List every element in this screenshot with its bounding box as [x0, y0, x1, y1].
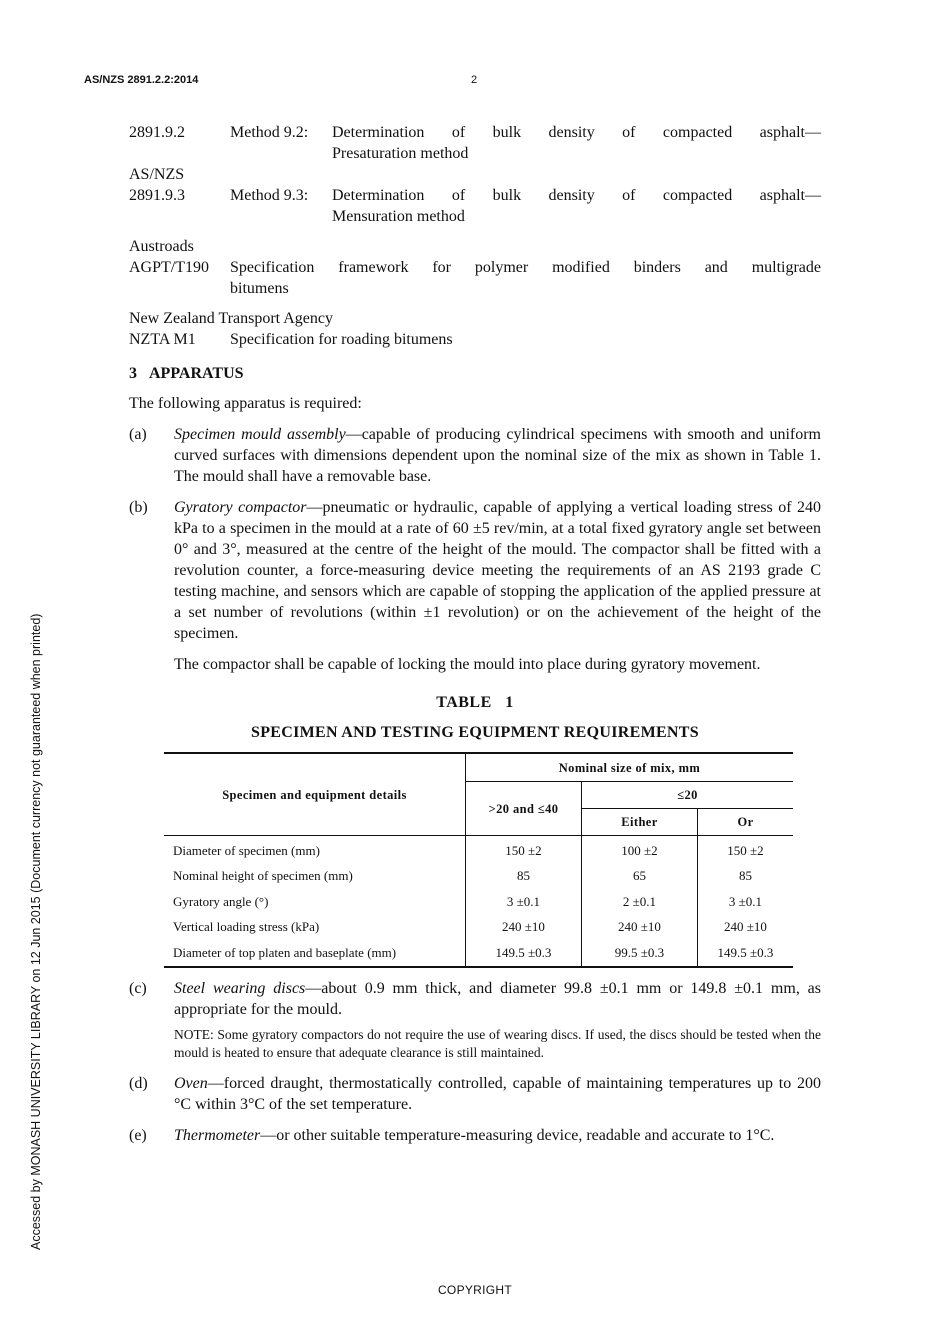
table-row	[164, 836, 793, 864]
cell-either: 2 ±0.1	[582, 889, 698, 915]
table-row	[164, 915, 793, 941]
reference-description: Determination of bulk density of compacted asphalt— Presaturation method	[332, 124, 821, 162]
nzta-reference	[129, 308, 821, 350]
reference-prefix: AS/NZS	[129, 166, 185, 183]
copyright-footer: COPYRIGHT	[437, 1283, 513, 1297]
document-code: AS/NZS 2891.2.2:2014	[84, 74, 199, 86]
reference-code: AGPT/T190	[129, 259, 209, 276]
item-text: —or other suitable temperature-measuring device, readable and accurate to 1°C.	[260, 1126, 775, 1144]
item-label: (a)	[129, 426, 147, 443]
table-row	[164, 889, 793, 915]
item-text: —pneumatic or hydraulic, capable of applying a vertical loading stress of 240 kPa to a specimen in the mould at a rate of 60 ±5 rev/min, at a total fixed gyratory angle set between 0° and 3°, measured at the centre of the height of the mould. The compactor shall be fitted with a revolution counter, a force-measuring device meeting the requirements of an AS 2193 grade C testing machine, and sensors which are capable of stopping the application of the applied pressure at a set number of revolutions (within ±1 revolution) or on the achievement of the height of the specimen.	[174, 499, 821, 642]
page-content	[129, 122, 821, 1146]
apparatus-item-c	[129, 978, 821, 1020]
item-label: (c)	[129, 979, 147, 997]
item-term: Gyratory compactor	[174, 499, 307, 516]
reference-method: Method 9.2:	[230, 124, 309, 141]
item-text: —forced draught, thermostatically controlled, capable of maintaining temperatures up to 200 °C within 3°C of the set temperature.	[174, 1074, 821, 1113]
header-range-a: >20 and ≤40	[466, 782, 582, 836]
row-label: Diameter of specimen (mm)	[173, 842, 320, 858]
row-label: Vertical loading stress (kPa)	[173, 919, 320, 935]
item-term: Specimen mould assembly	[174, 426, 346, 443]
section-number: 3	[129, 365, 137, 382]
reference-code: NZTA M1	[129, 331, 196, 348]
item-term: Thermometer	[174, 1126, 261, 1144]
cell-or: 149.5 ±0.3	[698, 940, 794, 967]
header-details: Specimen and equipment details	[164, 753, 466, 836]
cell-or: 85	[698, 864, 794, 890]
reference-description: Determination of bulk density of compacted asphalt— Mensuration method	[332, 187, 821, 225]
cell-either: 240 ±10	[582, 915, 698, 941]
cell-range-a: 150 ±2	[466, 836, 582, 864]
reference-description: Specification framework for polymer modified binders and multigrade bitumens	[230, 259, 821, 297]
row-label: Nominal height of specimen (mm)	[173, 868, 353, 884]
reference-method: Method 9.3:	[230, 187, 309, 204]
reference-organisation: New Zealand Transport Agency	[129, 310, 333, 327]
cell-either: 99.5 ±0.3	[582, 940, 698, 967]
cell-range-a: 149.5 ±0.3	[466, 940, 582, 967]
item-label: (d)	[129, 1074, 148, 1092]
item-text: —about 0.9 mm thick, and diameter 99.8 ±0.1 mm or 149.8 ±0.1 mm, as appropriate for the mould.	[174, 979, 822, 1018]
reference-code: 2891.9.2	[129, 124, 185, 141]
reference-2891-9-3	[129, 185, 821, 227]
cell-or: 3 ±0.1	[698, 889, 794, 915]
austroads-reference	[129, 236, 821, 299]
table-title: SPECIMEN AND TESTING EQUIPMENT REQUIREMENTS	[251, 724, 699, 741]
cell-range-a: 85	[466, 864, 582, 890]
reference-description: Specification for roading bitumens	[230, 331, 453, 348]
item-term: Oven	[174, 1074, 208, 1092]
cell-or: 240 ±10	[698, 915, 794, 941]
header-nominal-size: Nominal size of mix, mm	[466, 753, 794, 782]
table-row	[164, 864, 793, 890]
page-number: 2	[471, 74, 478, 86]
cell-range-a: 240 ±10	[466, 915, 582, 941]
row-label: Diameter of top platen and baseplate (mm)	[173, 944, 397, 960]
requirements-table	[164, 752, 793, 968]
item-extra-paragraph: The compactor shall be capable of locking the mould into place during gyratory movement.	[174, 656, 761, 673]
item-text: —capable of producing cylindrical specimens with smooth and uniform curved surfaces with dimensions dependent upon the nominal size of the mix as shown in Table 1. The mould shall have a removable base.	[174, 426, 821, 485]
item-label: (e)	[129, 1126, 147, 1144]
table-number: TABLE 1	[436, 694, 514, 711]
cell-or: 150 ±2	[698, 836, 794, 864]
row-label: Gyratory angle (°)	[173, 893, 269, 909]
section-heading	[129, 363, 821, 384]
apparatus-item-e	[129, 1125, 821, 1146]
apparatus-item-b	[129, 497, 821, 644]
access-watermark: Accessed by MONASH UNIVERSITY LIBRARY on 12 Jun 2015 (Document currency not guaranteed when printed)	[29, 613, 43, 1250]
section-intro: The following apparatus is required:	[129, 395, 362, 412]
cell-either: 100 ±2	[582, 836, 698, 864]
section-title: APPARATUS	[149, 365, 244, 382]
header-range-b: ≤20	[582, 782, 794, 809]
header-either: Either	[582, 809, 698, 836]
item-term: Steel wearing discs	[174, 979, 306, 997]
apparatus-item-d	[129, 1073, 821, 1115]
cell-range-a: 3 ±0.1	[466, 889, 582, 915]
item-label: (b)	[129, 499, 148, 516]
apparatus-item-a	[129, 424, 821, 487]
reference-2891-9-2	[129, 122, 821, 164]
cell-either: 65	[582, 864, 698, 890]
reference-code: 2891.9.3	[129, 187, 185, 204]
header-or: Or	[698, 809, 794, 836]
item-note: NOTE: Some gyratory compactors do not require the use of wearing discs. If used, the discs should be tested when the mould is heated to ensure that adequate clearance is still maintained.	[174, 1026, 821, 1060]
reference-organisation: Austroads	[129, 238, 194, 255]
table-row	[164, 940, 793, 967]
